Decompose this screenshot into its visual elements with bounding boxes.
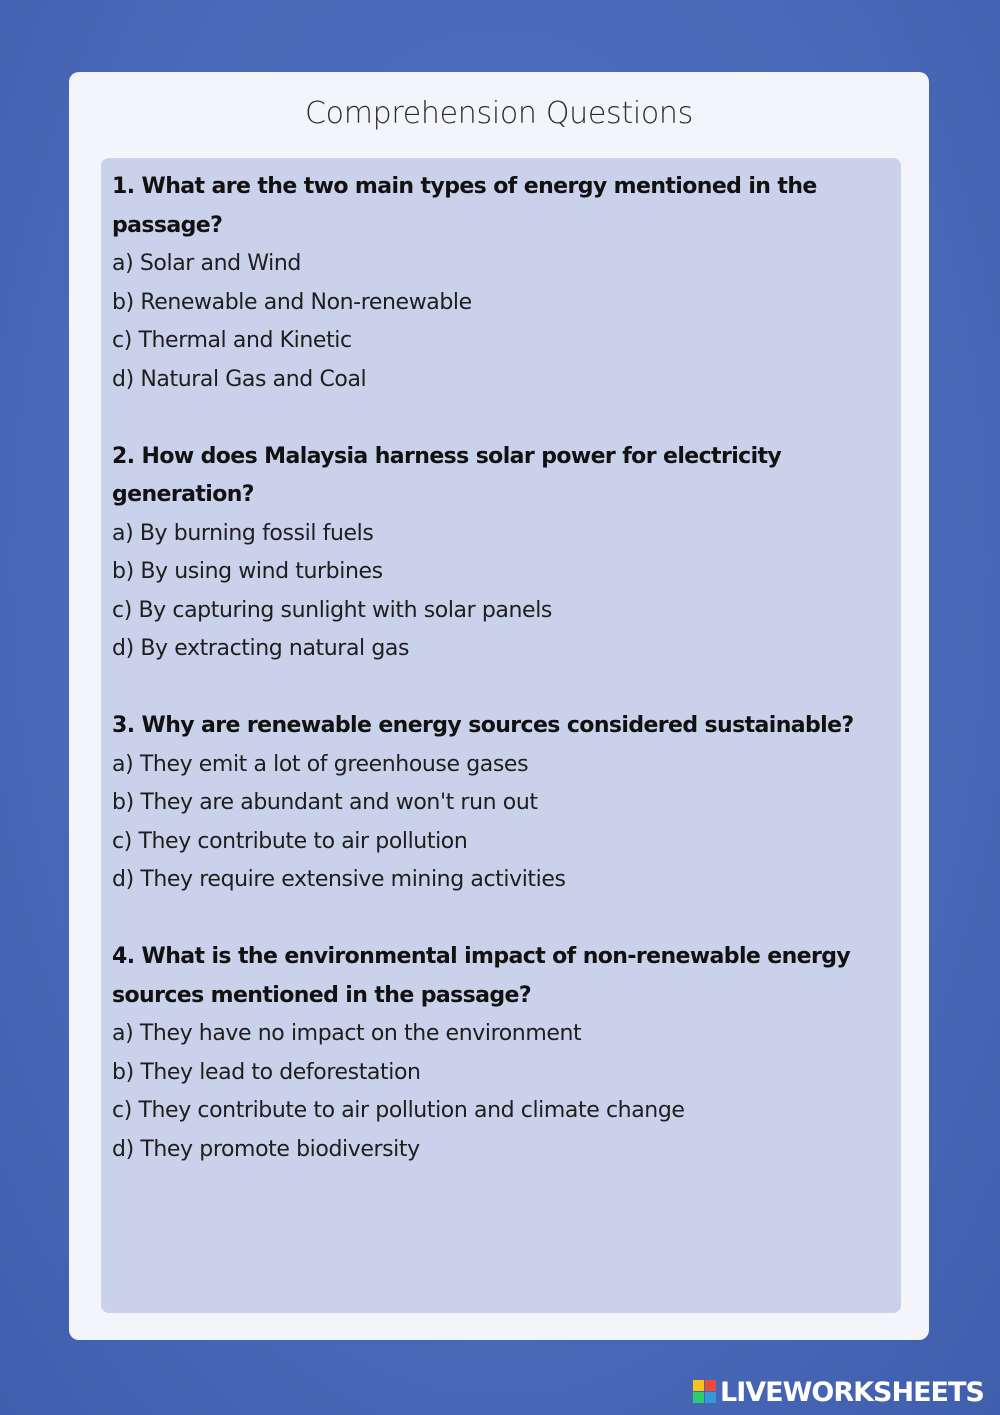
question-4 xyxy=(112,938,892,1169)
question-4-option-a: a) They have no impact on the environment xyxy=(112,1021,582,1046)
question-4-line-1: 4. What is the environmental impact of non-renewable energy xyxy=(112,944,851,969)
question-4-option-c: c) They contribute to air pollution and climate change xyxy=(112,1098,685,1123)
questions-panel xyxy=(101,158,901,1313)
liveworksheets-logo[interactable] xyxy=(693,1377,984,1407)
question-4-line-2: sources mentioned in the passage? xyxy=(112,982,531,1008)
question-3-line-1: 3. Why are renewable energy sources considered sustainable? xyxy=(112,713,854,738)
question-3-option-b: b) They are abundant and won't run out xyxy=(112,790,538,815)
question-2 xyxy=(112,438,892,669)
question-1-option-b: b) Renewable and Non-renewable xyxy=(112,289,472,315)
question-2-line-2: generation? xyxy=(112,482,254,507)
question-1-option-a: a) Solar and Wind xyxy=(112,251,301,276)
question-3-option-d: d) They require extensive mining activities xyxy=(112,867,566,892)
question-3-option-c: c) They contribute to air pollution xyxy=(112,828,468,854)
question-4-option-d: d) They promote biodiversity xyxy=(112,1136,420,1162)
page-title: Comprehension Questions xyxy=(305,96,693,131)
question-2-option-d: d) By extracting natural gas xyxy=(112,636,410,661)
question-1-line-2: passage? xyxy=(112,212,223,238)
question-1-option-c: c) Thermal and Kinetic xyxy=(112,328,352,353)
question-3 xyxy=(112,707,892,900)
questions-list xyxy=(112,168,892,1208)
worksheet-card xyxy=(69,72,929,1340)
question-2-option-c: c) By capturing sunlight with solar panels xyxy=(112,597,552,623)
question-2-option-b: b) By using wind turbines xyxy=(112,559,383,584)
question-4-option-b: b) They lead to deforestation xyxy=(112,1059,421,1085)
question-1-option-d: d) Natural Gas and Coal xyxy=(112,366,367,392)
question-1-line-1: 1. What are the two main types of energy mentioned in the xyxy=(112,174,817,199)
logo-text: LIVEWORKSHEETS xyxy=(720,1376,984,1408)
liveworksheets-logo-icon xyxy=(693,1380,717,1404)
question-1 xyxy=(112,168,892,399)
question-2-option-a: a) By burning fossil fuels xyxy=(112,520,374,546)
question-3-option-a: a) They emit a lot of greenhouse gases xyxy=(112,751,529,777)
question-2-line-1: 2. How does Malaysia harness solar power for electricity xyxy=(112,443,782,469)
